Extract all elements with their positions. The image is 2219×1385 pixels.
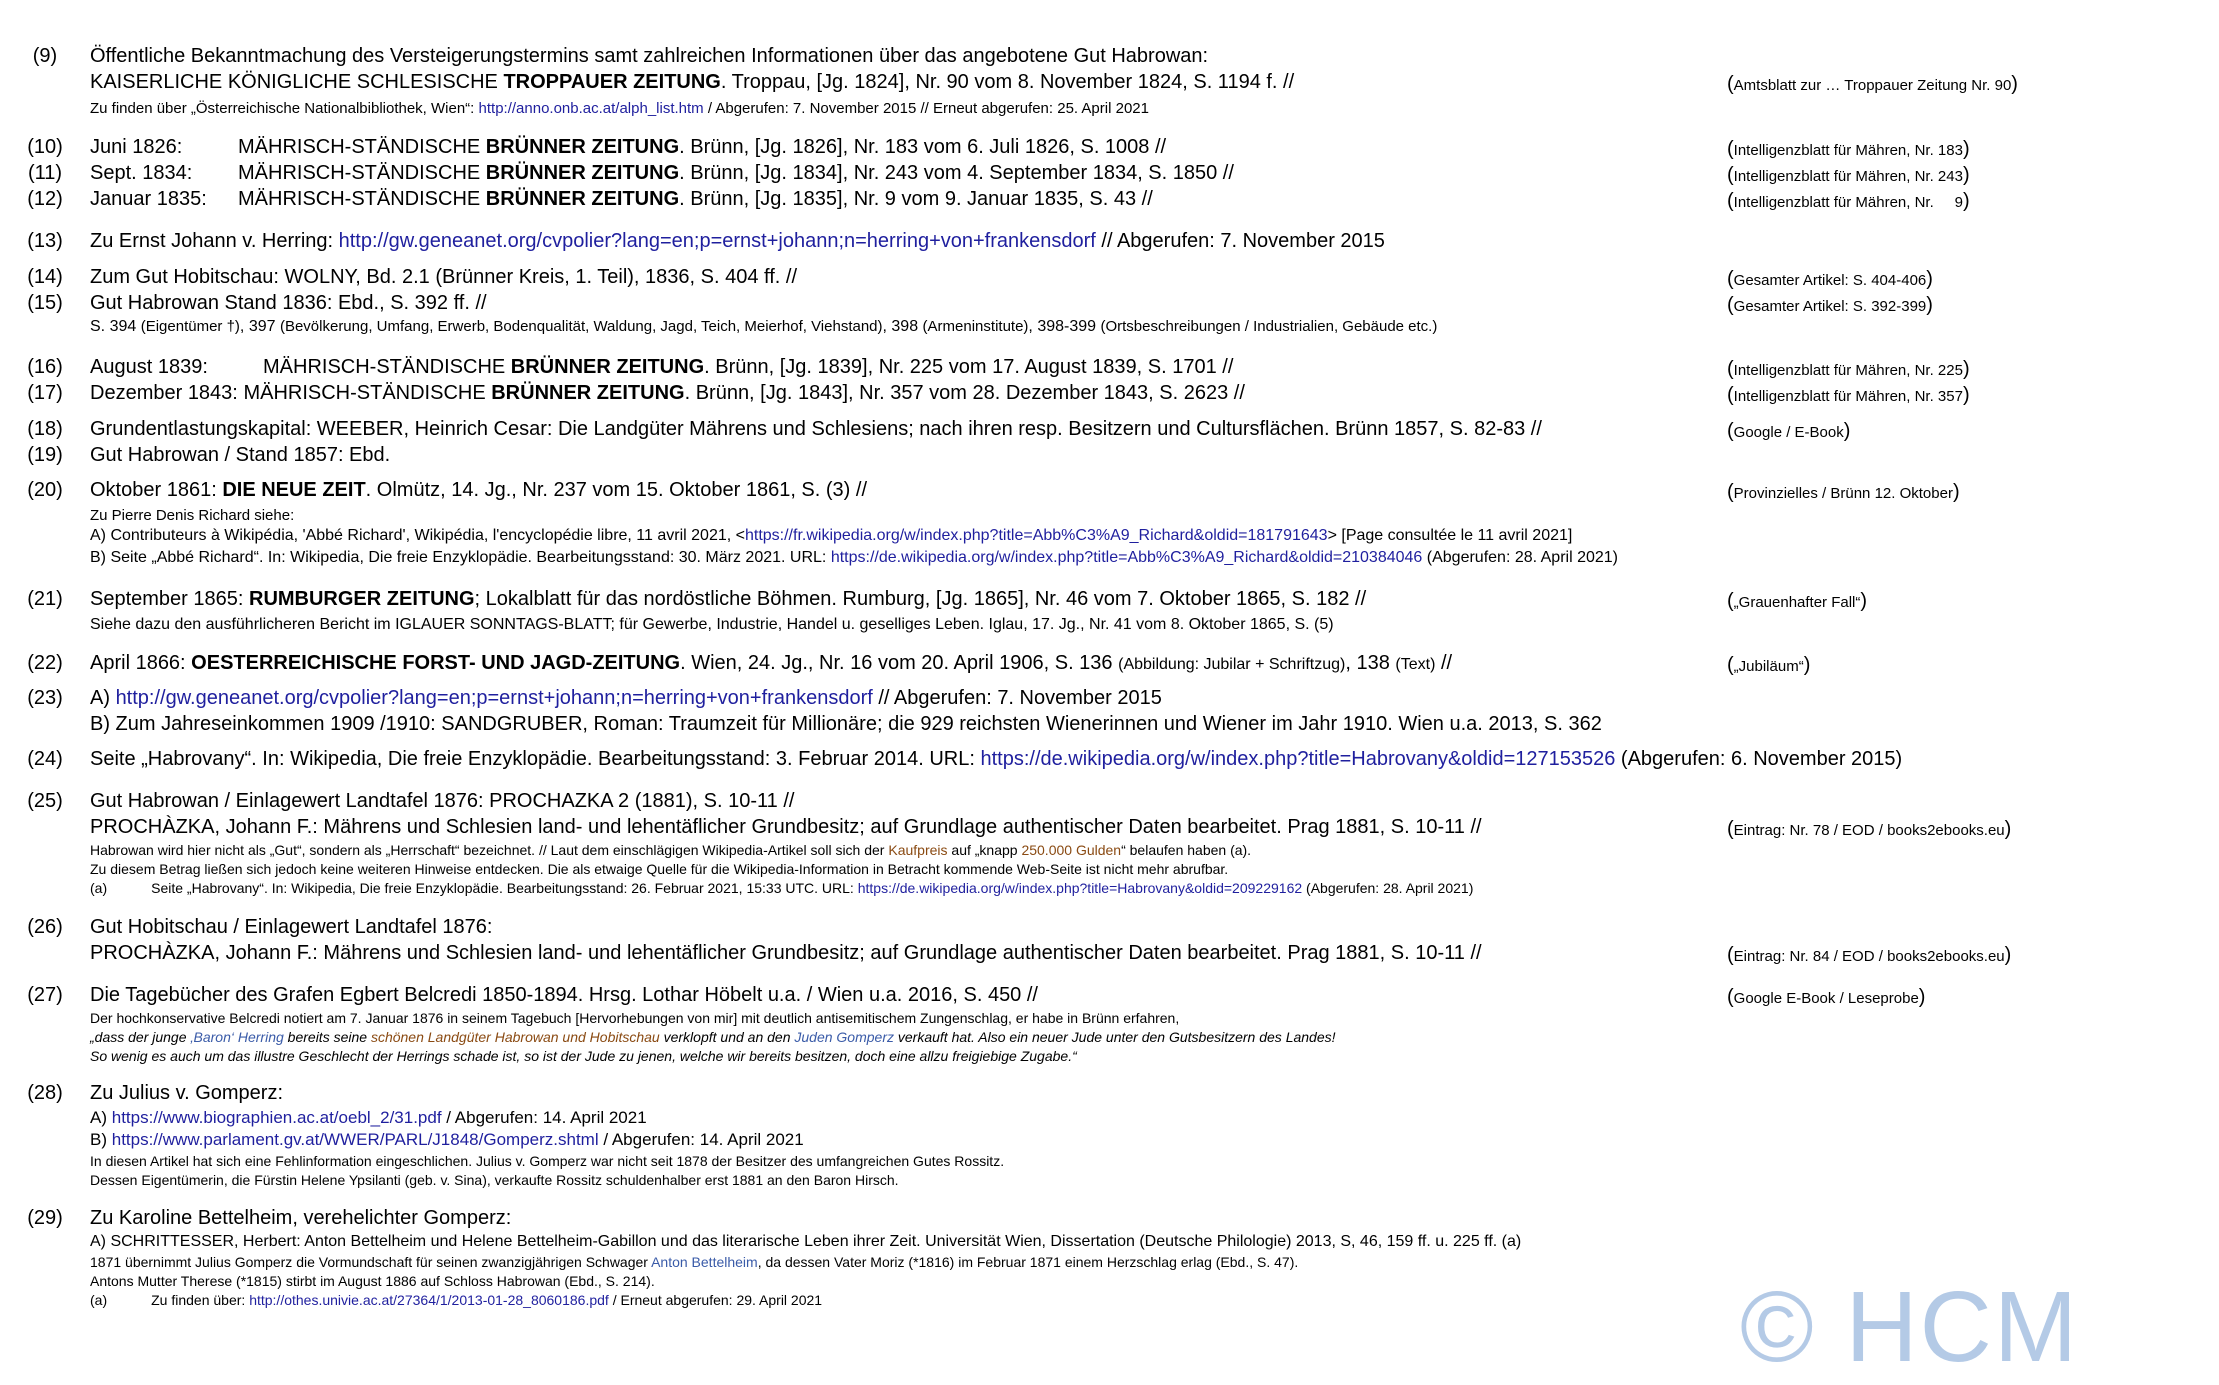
entry-date: Juni 1826: (90, 136, 183, 158)
link[interactable]: http://gw.geneanet.org/cvpolier?lang=en;p=ernst+johann;n=herring+von+frankensdorf (115, 687, 873, 709)
entry-text: PROCHÀZKA, Johann F.: Mährens und Schlesien land- und lehentäflicher Grundbesitz; auf Grundlage authentischer Daten bearbeitet. Prag 1881, S. 10-11 // (90, 816, 1482, 838)
entry-text: Oktober 1861: DIE NEUE ZEIT. Olmütz, 14. Jg., Nr. 237 vom 15. Oktober 1861, S. (3) // (90, 479, 867, 501)
entry-number: (17) (27, 382, 63, 404)
entry-subtext: Habrowan wird hier nicht als „Gut“, sondern als „Herrschaft“ bezeichnet. // Laut dem einschlägigen Wikipedia-Artikel soll sich der Kaufpreis auf „knapp 250.000 Gulden“ belaufen haben (a). (90, 842, 1252, 858)
entry-number: (19) (27, 444, 63, 466)
link[interactable]: https://de.wikipedia.org/w/index.php?title=Habrovany&oldid=209229162 (857, 880, 1303, 896)
side-note: (Gesamter Artikel: S. 392-399) (1727, 294, 1933, 316)
entry-number: (14) (27, 266, 63, 288)
side-note: („Jubiläum“) (1727, 654, 1811, 676)
side-note: (Intelligenzblatt für Mähren, Nr. 9) (1727, 190, 1970, 212)
entry-text: Zu Julius v. Gomperz: (90, 1082, 284, 1104)
side-note: (Intelligenzblatt für Mähren, Nr. 243) (1727, 164, 1970, 186)
entry-date: August 1839: (90, 356, 208, 378)
entry-subtext: A) SCHRITTESSER, Herbert: Anton Bettelheim und Helene Bettelheim-Gabillon und das literarische Leben ihrer Zeit. Universität Wien, Dissertation (Deutsche Philologie) 2013, S, 46, 159 ff. u. 225 ff. (a) (90, 1233, 1522, 1250)
entry-text: KAISERLICHE KÖNIGLICHE SCHLESISCHE TROPPAUER ZEITUNG. Troppau, [Jg. 1824], Nr. 90 vom 8. November 1824, S. 1194 f. // (90, 71, 1295, 93)
entry-text: B) https://www.parlament.gv.at/WWER/PARL/J1848/Gomperz.shtml / Abgerufen: 14. April 2021 (90, 1130, 804, 1149)
entry-number: (25) (27, 790, 63, 812)
entry-subtext: Zu Pierre Denis Richard siehe: (90, 507, 295, 524)
entry-number: (20) (27, 479, 63, 501)
entry-text: Gut Habrowan Stand 1836: Ebd., S. 392 ff. // (90, 292, 487, 314)
entry-subtext: Zu diesem Betrag ließen sich jedoch keine weiteren Hinweise entdecken. Die als etwaige Quelle für die Wikipedia-Information in Betracht kommende Web-Seite ist nicht mehr abrufbar. (90, 861, 1229, 877)
entry-subtext: Der hochkonservative Belcredi notiert am 7. Januar 1876 in seinem Tagebuch [Hervorhebungen von mir] mit deutlich antisemitischem Zungenschlag, er habe in Brünn erfahren, (90, 1010, 1180, 1026)
entry-text: September 1865: RUMBURGER ZEITUNG; Lokalblatt für das nordöstliche Böhmen. Rumburg, [Jg. 1865], Nr. 46 vom 7. Oktober 1865, S. 182 // (90, 588, 1367, 610)
entry-text: PROCHÀZKA, Johann F.: Mährens und Schlesien land- und lehentäflicher Grundbesitz; auf Grundlage authentischer Daten bearbeitet. Prag 1881, S. 10-11 // (90, 942, 1482, 964)
entry-text: Grundentlastungskapital: WEEBER, Heinrich Cesar: Die Landgüter Mährens und Schlesiens; nach ihren resp. Besitzern und Cultursflächen. Brünn 1857, S. 82-83 // (90, 418, 1542, 440)
side-note: (Eintrag: Nr. 78 / EOD / books2ebooks.eu) (1727, 818, 2012, 840)
entry-subtext: In diesen Artikel hat sich eine Fehlinformation eingeschlichen. Julius v. Gomperz war nicht seit 1878 der Besitzer des umfangreichen Gutes Rossitz. (90, 1153, 1005, 1169)
entry-text: Gut Hobitschau / Einlagewert Landtafel 1876: (90, 916, 493, 938)
side-note: (Google E-Book / Leseprobe) (1727, 986, 1926, 1008)
copyright-watermark: © HCM (1740, 1271, 2080, 1383)
entry-number: (27) (27, 984, 63, 1006)
link[interactable]: http://gw.geneanet.org/cvpolier?lang=en;p=ernst+johann;n=herring+von+frankensdorf (338, 230, 1096, 252)
entry-text: A) http://gw.geneanet.org/cvpolier?lang=en;p=ernst+johann;n=herring+von+frankensdorf // Abgerufen: 7. November 2015 (90, 687, 1162, 709)
entry-text: Zu Ernst Johann v. Herring: http://gw.geneanet.org/cvpolier?lang=en;p=ernst+johann;n=herring+von+frankensdorf // Abgerufen: 7. November 2015 (90, 230, 1385, 252)
entry-number: (23) (27, 687, 63, 709)
entry-subtext: 1871 übernimmt Julius Gomperz die Vormundschaft für seinen zwanzigjährigen Schwager Anton Bettelheim, da dessen Vater Moriz (*1816) im Februar 1871 einem Herzschlag erlag (Ebd., S. 47). (90, 1254, 1299, 1270)
entry-number: (28) (27, 1082, 63, 1104)
side-note: (Intelligenzblatt für Mähren, Nr. 357) (1727, 384, 1970, 406)
entry-text: Zum Gut Hobitschau: WOLNY, Bd. 2.1 (Brünner Kreis, 1. Teil), 1836, S. 404 ff. // (90, 266, 798, 288)
entry-number: (24) (27, 748, 63, 770)
entry-number: (22) (27, 652, 63, 674)
entry-number: (18) (27, 418, 63, 440)
side-note: (Intelligenzblatt für Mähren, Nr. 225) (1727, 358, 1970, 380)
entry-text: Gut Habrowan / Stand 1857: Ebd. (90, 444, 391, 466)
entry-subtext: S. 394 (Eigentümer †), 397 (Bevölkerung, Umfang, Erwerb, Bodenqualität, Waldung, Jagd, Teich, Meierhof, Viehstand), 398 (Armeninstitute), 398-399 (Ortsbeschreibungen / Industrialien, Gebäude etc.) (90, 318, 1438, 335)
entry-subtext: Dessen Eigentümerin, die Fürstin Helene Ypsilanti (geb. v. Sina), verkaufte Rossitz schuldenhalber erst 1881 an den Baron Hirsch. (90, 1172, 899, 1188)
entry-number: (26) (27, 916, 63, 938)
entry-text: Gut Habrowan / Einlagewert Landtafel 1876: PROCHAZKA 2 (1881), S. 10-11 // (90, 790, 795, 812)
side-note: („Grauenhafter Fall“) (1727, 590, 1868, 612)
entry-subtext: Siehe dazu den ausführlicheren Bericht im IGLAUER SONNTAGS-BLATT; für Gewerbe, Industrie, Handel u. geselliges Leben. Iglau, 17. Jg., Nr. 41 vom 8. Oktober 1865, S. (5) (90, 616, 1334, 633)
link[interactable]: http://othes.univie.ac.at/27364/1/2013-01-28_8060186.pdf (249, 1292, 609, 1308)
entry-text: Zu Karoline Bettelheim, verehelichter Gomperz: (90, 1207, 512, 1229)
entry-number: (13) (27, 230, 63, 252)
link[interactable]: https://de.wikipedia.org/w/index.php?title=Habrovany&oldid=127153526 (980, 748, 1616, 770)
entry-subtext: Zu finden über „Österreichische Nationalbibliothek, Wien“: http://anno.onb.ac.at/alph_list.htm / Abgerufen: 7. November 2015 // Erneut abgerufen: 25. April 2021 (90, 100, 1149, 117)
entry-text: A) https://www.biographien.ac.at/oebl_2/31.pdf / Abgerufen: 14. April 2021 (90, 1108, 647, 1127)
side-note: (Amtsblatt zur … Troppauer Zeitung Nr. 90) (1727, 73, 2018, 95)
link[interactable]: https://www.biographien.ac.at/oebl_2/31.pdf (111, 1108, 442, 1127)
entry-number: (16) (27, 356, 63, 378)
link[interactable]: http://anno.onb.ac.at/alph_list.htm (478, 100, 704, 117)
entry-text: Seite „Habrovany“. In: Wikipedia, Die freie Enzyklopädie. Bearbeitungsstand: 3. Februar 2014. URL: https://de.wikipedia.org/w/index.php?title=Habrovany&oldid=127153526 (Abgerufen: 6. November 2015) (90, 748, 1903, 770)
entry-subtext: B) Seite „Abbé Richard“. In: Wikipedia, Die freie Enzyklopädie. Bearbeitungsstand: 30. März 2021. URL: https://de.wikipedia.org/w/index.php?title=Abb%C3%A9_Richard&oldid=210384046 (Abgerufen: 28. April 2021) (90, 549, 1619, 566)
link[interactable]: https://www.parlament.gv.at/WWER/PARL/J1848/Gomperz.shtml (111, 1130, 599, 1149)
entry-text: MÄHRISCH-STÄNDISCHE BRÜNNER ZEITUNG. Brünn, [Jg. 1839], Nr. 225 vom 17. August 1839, S. 1701 // (263, 356, 1234, 378)
entry-number: (21) (27, 588, 63, 610)
entry-number: (29) (27, 1207, 63, 1229)
side-note: (Provinzielles / Brünn 12. Oktober) (1727, 481, 1960, 503)
entry-date: Sept. 1834: (90, 162, 193, 184)
entry-text: MÄHRISCH-STÄNDISCHE BRÜNNER ZEITUNG. Brünn, [Jg. 1835], Nr. 9 vom 9. Januar 1835, S. 43 // (238, 188, 1153, 210)
entry-number: (15) (27, 292, 63, 314)
quote-text: „dass der junge ‚Baron‘ Herring bereits seine schönen Landgüter Habrowan und Hobitschau verklopft und an den Juden Gomperz verkauft hat. Also ein neuer Jude unter den Gutsbesitzern des Landes! (90, 1029, 1336, 1045)
link[interactable]: https://de.wikipedia.org/w/index.php?title=Abb%C3%A9_Richard&oldid=210384046 (830, 549, 1423, 566)
entry-subtext: Antons Mutter Therese (*1815) stirbt im August 1886 auf Schloss Habrowan (Ebd., S. 214). (90, 1273, 655, 1289)
entry-text: Dezember 1843: MÄHRISCH-STÄNDISCHE BRÜNNER ZEITUNG. Brünn, [Jg. 1843], Nr. 357 vom 28. Dezember 1843, S. 2623 // (90, 382, 1245, 404)
link[interactable]: https://fr.wikipedia.org/w/index.php?title=Abb%C3%A9_Richard&oldid=181791643 (744, 527, 1328, 544)
side-note: (Intelligenzblatt für Mähren, Nr. 183) (1727, 138, 1970, 160)
entry-text: Die Tagebücher des Grafen Egbert Belcredi 1850-1894. Hrsg. Lothar Höbelt u.a. / Wien u.a. 2016, S. 450 // (90, 984, 1038, 1006)
entry-number: (10) (27, 136, 63, 158)
entry-date: Januar 1835: (90, 188, 207, 210)
entry-text: April 1866: OESTERREICHISCHE FORST- UND JAGD-ZEITUNG. Wien, 24. Jg., Nr. 16 vom 20. April 1906, S. 136 (Abbildung: Jubilar + Schriftzug), 138 (Text) // (90, 652, 1453, 674)
side-note: (Gesamter Artikel: S. 404-406) (1727, 268, 1933, 290)
entry-subtext: A) Contributeurs à Wikipédia, 'Abbé Richard', Wikipédia, l'encyclopédie libre, 11 avril 2021, <https://fr.wikipedia.org/w/index.php?title=Abb%C3%A9_Richard&oldid=181791643> [Page consultée le 11 avril 2021] (90, 527, 1573, 544)
entry-text: B) Zum Jahreseinkommen 1909 /1910: SANDGRUBER, Roman: Traumzeit für Millionäre; die 929 reichsten Wienerinnen und Wiener im Jahr 1910. Wien u.a. 2013, S. 362 (90, 713, 1602, 735)
entry-subtext: (a) Seite „Habrovany“. In: Wikipedia, Die freie Enzyklopädie. Bearbeitungsstand: 26. Februar 2021, 15:33 UTC. URL: https://de.wikipedia.org/w/index.php?title=Habrovany&oldid=209229162 (Abgerufen: 28. April 2021) (90, 880, 1474, 896)
entry-text: Öffentliche Bekanntmachung des Versteigerungstermins samt zahlreichen Informationen über das angebotene Gut Habrowan: (90, 45, 1209, 67)
entry-number: (9) (32, 45, 58, 67)
entry-number: (11) (27, 162, 63, 184)
quote-text: So wenig es auch um das illustre Geschlecht der Herrings schade ist, so ist der Jude zu jenen, welche wir bereits besitzen, doch eine allzu freigiebige Zugabe.“ (90, 1048, 1077, 1064)
side-note: (Eintrag: Nr. 84 / EOD / books2ebooks.eu) (1727, 944, 2012, 966)
entry-number: (12) (27, 188, 63, 210)
entry-text: MÄHRISCH-STÄNDISCHE BRÜNNER ZEITUNG. Brünn, [Jg. 1834], Nr. 243 vom 4. September 1834, S. 1850 // (238, 162, 1234, 184)
entry-subtext: (a) Zu finden über: http://othes.univie.ac.at/27364/1/2013-01-28_8060186.pdf / Erneut abgerufen: 29. April 2021 (90, 1292, 823, 1308)
entry-text: MÄHRISCH-STÄNDISCHE BRÜNNER ZEITUNG. Brünn, [Jg. 1826], Nr. 183 vom 6. Juli 1826, S. 1008 // (238, 136, 1167, 158)
side-note: (Google / E-Book) (1727, 420, 1851, 442)
